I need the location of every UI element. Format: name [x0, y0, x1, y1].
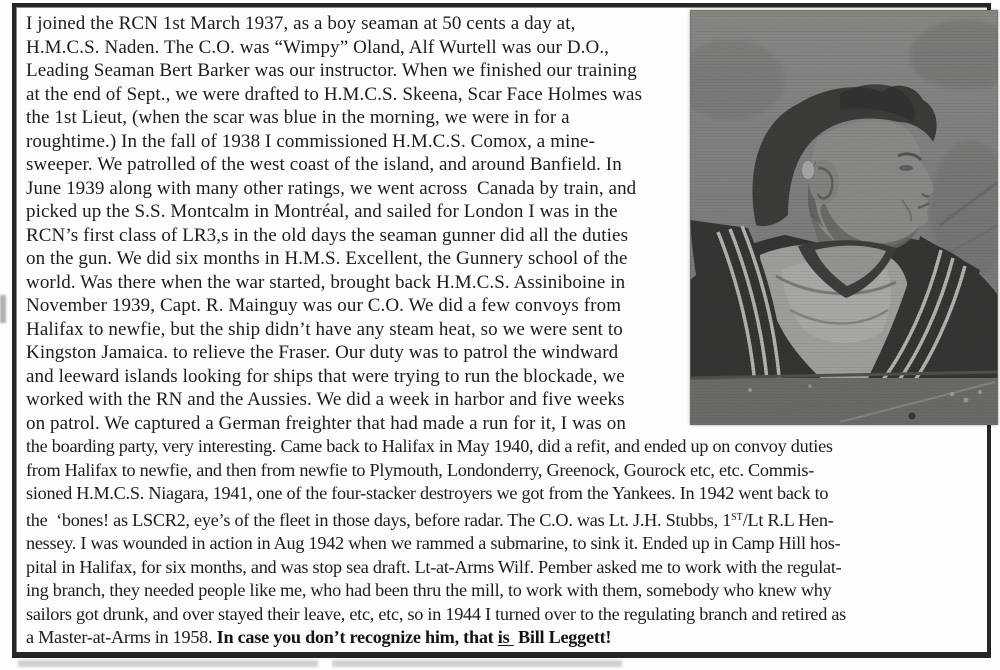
text-line: Leading Seaman Bert Barker was our instructor. When we finished our training [26, 60, 637, 81]
text-line: I joined the RCN 1st March 1937, as a boy seaman at 50 cents a day at, [26, 13, 576, 34]
sailor-portrait-illustration [690, 10, 998, 425]
text-line: RCN’s first class of LR3,s in the old days the seaman gunner did all the duties [26, 224, 629, 246]
text-line: roughtime.) In the fall of 1938 I commissioned H.M.C.S. Comox, a mine- [26, 130, 596, 152]
text-line: the boarding party, very interesting. Came back to Halifax in May 1940, did a refit, and ended up on convoy duties [26, 436, 833, 456]
text-line: picked up the S.S. Montcalm in Montréal, and sailed for London I was in the [26, 201, 618, 222]
text-line: from Halifax to newfie, and then from newfie to Plymouth, Londonderry, Greenock, Gourock etc, etc. Commis- [26, 459, 815, 480]
text-line: a Master-at-Arms in 1958. In case you don’t recognize him, that is Bill Leggett! [26, 627, 612, 647]
text-line: November 1939, Capt. R. Mainguy was our C.O. We did a few convoys from [26, 295, 622, 316]
text-line: world. Was there when the war started, brought back H.M.C.S. Assiniboine in [26, 271, 626, 293]
text-line: worked with the RN and the Aussies. We did a week in harbor and five weeks [26, 389, 625, 410]
text-line: and leeward islands looking for ships that were trying to run the blockade, we [26, 365, 625, 387]
text-line: on the gun. We did six months in H.M.S. Excellent, the Gunnery school of the [26, 248, 628, 269]
text-line: June 1939 along with many other ratings, we went across Canada by train, and [26, 177, 637, 199]
text-line: the ‘bones! as LSCR2, eye’s of the fleet in those days, before radar. The C.O. was Lt. J.H. Stubbs, 1ST/Lt R.L Hen- [26, 509, 834, 530]
text-line: at the end of Sept., we were drafted to H.M.C.S. Skeena, Scar Face Holmes was [26, 83, 643, 105]
text-line: on patrol. We captured a German freighter that had made a run for it, I was on [26, 412, 626, 434]
text-line: pital in Halifax, for six months, and was stop sea draft. Lt-at-Arms Wilf. Pember asked me to work with the regulat- [26, 556, 842, 577]
text-line: nessey. I was wounded in action in Aug 1942 when we rammed a submarine, to sink it. Ended up in Camp Hill hos- [26, 533, 841, 553]
text-line: the 1st Lieut, (when the scar was blue in the morning, we were in for a [26, 107, 570, 128]
scan-smudge [0, 295, 6, 323]
scan-artifact [18, 660, 318, 667]
text-line: ing branch, they needed people like me, who had been thru the mill, to work with them, somebody who knew why [26, 580, 832, 600]
text-line: sweeper. We patrolled of the west coast of the island, and around Banfield. In [26, 154, 622, 175]
text-line: sailors got drunk, and over stayed their leave, etc, etc, so in 1944 I turned over to the regulating branch and retired as [26, 603, 846, 624]
text-line: Kingston Jamaica. to relieve the Fraser. Our duty was to patrol the windward [26, 342, 619, 363]
text-line: sioned H.M.C.S. Niagara, 1941, one of the four-stacker destroyers we got from the Yankees. In 1942 went back to [26, 483, 829, 503]
text-line: H.M.C.S. Naden. The C.O. was “Wimpy” Oland, Alf Wurtell was our D.O., [26, 36, 610, 58]
sailor-photo [690, 10, 998, 425]
text-line: Halifax to newfie, but the ship didn’t have any steam heat, so we were sent to [26, 318, 623, 340]
scan-artifact [332, 660, 622, 667]
